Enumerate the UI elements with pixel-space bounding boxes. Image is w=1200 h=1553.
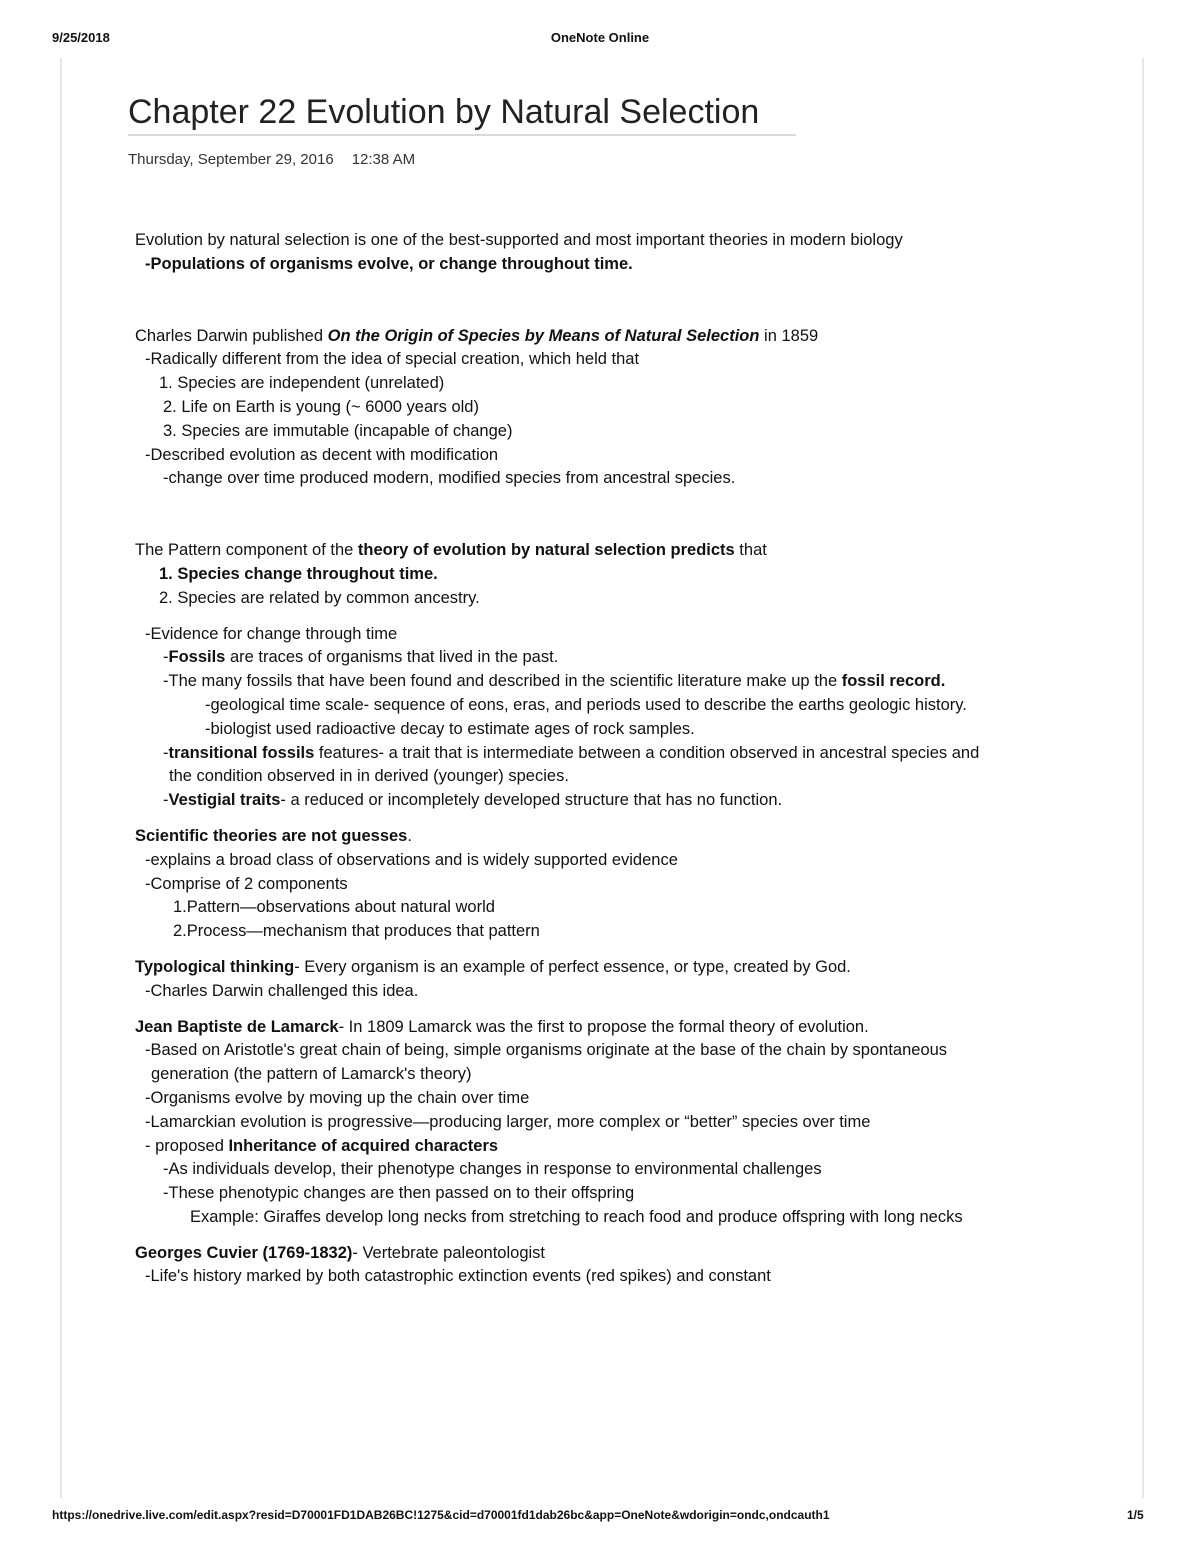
trans-tail: features- a trait that is intermediate between a condition observed in ancestral species and the condition observed in in derived (younger) species.: [169, 743, 980, 786]
vest-bold: Vestigial traits: [168, 791, 281, 810]
pattern-bold: theory of evolution by natural selection predicts: [357, 541, 735, 560]
cuvier-line-1: -Life's history marked by both catastrophic extinction events (red spikes) and constant: [145, 1267, 771, 1286]
cuvier-bold: Georges Cuvier (1769-1832): [135, 1243, 353, 1262]
scientific-item-1: 1.Pattern—observations about natural world: [173, 898, 495, 917]
intro-sub: -Populations of organisms evolve, or change throughout time.: [145, 254, 633, 273]
scientific-tail: .: [407, 826, 412, 845]
fossils-dash: -: [163, 648, 169, 667]
pattern-item-2: 2. Species are related by common ancestry.: [159, 588, 480, 607]
page-title: Chapter 22 Evolution by Natural Selection: [128, 92, 796, 136]
trans-dash: -: [163, 743, 169, 762]
lamarck-tail: - In 1809 Lamarck was the first to propose the formal theory of evolution.: [338, 1017, 869, 1036]
lamarck-heading: [135, 1016, 995, 1040]
pattern-item-1: 1. Species change throughout time.: [159, 564, 438, 583]
lamarck-line-3: -Lamarckian evolution is progressive—producing larger, more complex or “better” species over time: [145, 1112, 871, 1131]
lamarck-line-2: -Organisms evolve by moving up the chain over time: [145, 1088, 530, 1107]
print-header: [0, 30, 1200, 50]
print-date: 9/25/2018: [52, 30, 110, 45]
record-lead: -The many fossils that have been found and described in the scientific literature make up the: [163, 672, 842, 691]
note-content: [135, 229, 995, 1289]
darwin-line-3: -change over time produced modern, modified species from ancestral species.: [163, 469, 736, 488]
lamarck-example: Example: Giraffes develop long necks from stretching to reach food and produce offspring with long necks: [190, 1207, 963, 1226]
evidence-heading: -Evidence for change through time: [145, 624, 398, 643]
evidence-geologic: -geological time scale- sequence of eons, eras, and periods used to describe the earths geologic history.: [205, 695, 967, 714]
page-date: Thursday, September 29, 2016: [128, 151, 334, 168]
darwin-line-1: -Radically different from the idea of special creation, which held that: [145, 350, 640, 369]
page-time: 12:38 AM: [351, 151, 416, 168]
fossils-bold: Fossils: [168, 648, 226, 667]
evidence-vestigial: [135, 789, 995, 813]
scientific-line-2: -Comprise of 2 components: [145, 874, 348, 893]
cuvier-heading: [135, 1242, 995, 1266]
evidence-fossils: [135, 646, 995, 670]
vest-dash: -: [163, 791, 169, 810]
darwin-item-3: 3. Species are immutable (incapable of change): [163, 421, 513, 440]
typological-tail: - Every organism is an example of perfect essence, or type, created by God.: [294, 957, 851, 976]
darwin-paragraph: [135, 325, 995, 349]
vest-tail: - a reduced or incompletely developed structure that has no function.: [280, 791, 783, 810]
darwin-item-2: 2. Life on Earth is young (~ 6000 years old): [163, 397, 479, 416]
lamarck-line-4: [135, 1135, 995, 1159]
fossils-tail: are traces of organisms that lived in the past.: [225, 648, 559, 667]
scientific-line-1: -explains a broad class of observations and is widely supported evidence: [145, 850, 678, 869]
page-timestamp: [128, 151, 415, 168]
typological-bold: Typological thinking: [135, 957, 295, 976]
trans-bold: transitional fossils: [168, 743, 315, 762]
darwin-lead: Charles Darwin published: [135, 326, 328, 345]
intro-paragraph: Evolution by natural selection is one of the best-supported and most important theories in modern biology: [135, 231, 903, 249]
scientific-item-2: 2.Process—mechanism that produces that pattern: [173, 922, 540, 941]
darwin-tail: in 1859: [759, 326, 819, 345]
pattern-lead: The Pattern component of the: [135, 541, 358, 560]
lamarck-line-5: -As individuals develop, their phenotype changes in response to environmental challenges: [163, 1160, 822, 1179]
lamarck-l4-bold: Inheritance of acquired characters: [228, 1136, 499, 1155]
lamarck-line-6: -These phenotypic changes are then passed on to their offspring: [163, 1184, 635, 1203]
typological-heading: [135, 956, 995, 980]
darwin-item-1: 1. Species are independent (unrelated): [159, 374, 445, 393]
footer-url: https://onedrive.live.com/edit.aspx?resid=D70001FD1DAB26BC!1275&cid=d70001fd1dab26bc&app=OneNote&wdorigin=ondc,ondcauth1: [52, 1508, 830, 1522]
evidence-record: [135, 670, 995, 694]
record-bold: fossil record.: [841, 672, 946, 691]
evidence-transitional: [135, 742, 995, 790]
darwin-line-2: -Described evolution as decent with modification: [145, 445, 499, 464]
footer-page-number: 1/5: [1127, 1508, 1144, 1522]
lamarck-bold: Jean Baptiste de Lamarck: [135, 1017, 339, 1036]
scientific-heading: [135, 825, 995, 849]
evidence-radioactive: -biologist used radioactive decay to estimate ages of rock samples.: [205, 719, 695, 738]
pattern-paragraph: [135, 539, 995, 563]
page-border-right: [1142, 58, 1144, 1498]
lamarck-l4-lead: - proposed: [145, 1136, 229, 1155]
cuvier-tail: - Vertebrate paleontologist: [352, 1243, 546, 1262]
scientific-bold: Scientific theories are not guesses: [135, 826, 408, 845]
pattern-tail: that: [734, 541, 767, 560]
typological-line-1: -Charles Darwin challenged this idea.: [145, 981, 419, 1000]
page-border-left: [60, 58, 62, 1498]
lamarck-line-1: -Based on Aristotle's great chain of being, simple organisms originate at the base of the chain by spontaneous generation (the pattern of Lamarck's theory): [145, 1041, 948, 1084]
print-app-name: OneNote Online: [550, 30, 650, 45]
darwin-book-title: On the Origin of Species by Means of Natural Selection: [327, 326, 760, 345]
